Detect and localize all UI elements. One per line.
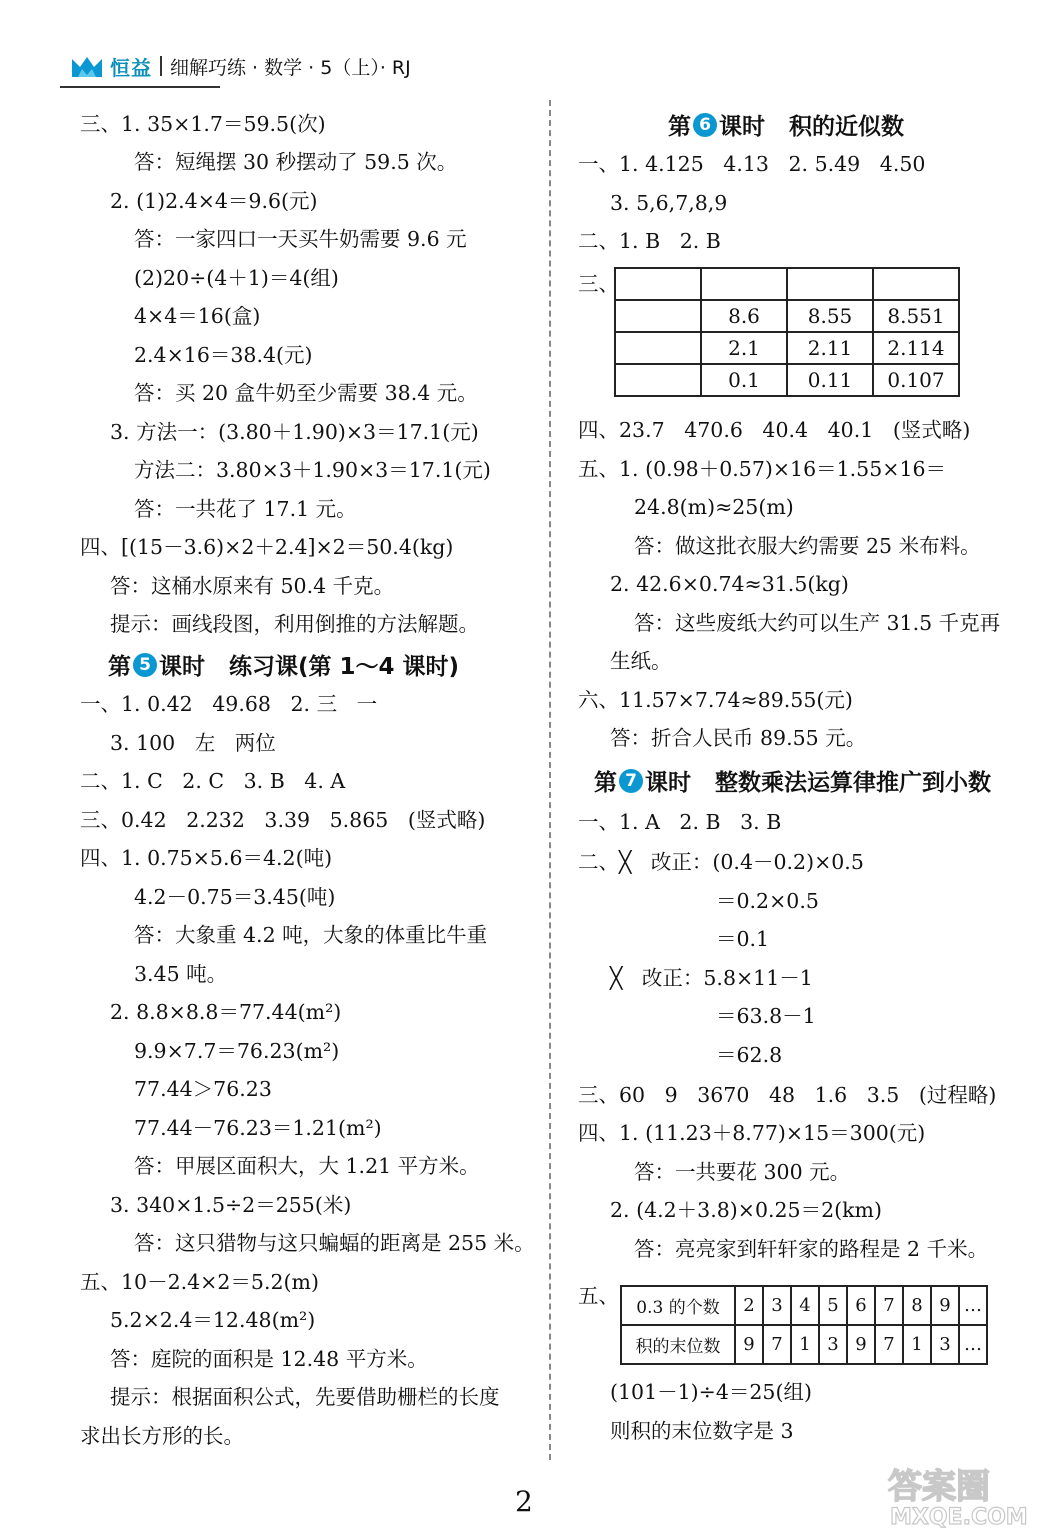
answer-line: 77.44＞76.23 (134, 1077, 272, 1101)
answer-line: 方法二：3.80×3＋1.90×3＝17.1(元) (134, 458, 491, 482)
table-cell (615, 332, 701, 364)
section-heading-7 (594, 764, 991, 797)
answer-line: 2. (4.2＋3.8)×0.25＝2(km) (610, 1198, 882, 1222)
header-divider (160, 56, 162, 76)
section-prefix: 第 (668, 114, 691, 140)
answer-line: (2)20÷(4＋1)＝4(组) (134, 266, 339, 290)
section-prefix: 第 (594, 770, 617, 796)
table-header-cell: 0.3 的个数 (621, 1286, 735, 1325)
answer-line: 答：做这批衣服大约需要 25 米布料。 (634, 534, 981, 558)
table-cell: 4 (791, 1286, 819, 1325)
answer-line: 答：大象重 4.2 吨，大象的体重比牛重 (134, 923, 488, 947)
table-cell: 8 (903, 1286, 931, 1325)
page-header (70, 52, 411, 80)
table-cell (873, 268, 959, 300)
answer-line: 二、╳ 改正：(0.4－0.2)×0.5 (578, 850, 864, 874)
section-heading-5 (108, 648, 459, 681)
table-cell: 8.551 (873, 300, 959, 332)
table-cell: 3 (763, 1286, 791, 1325)
table-cell: … (959, 1286, 987, 1325)
answer-line: (101－1)÷4＝25(组) (610, 1380, 812, 1404)
table-cell: 8.6 (701, 300, 787, 332)
answer-line: 四、23.7 470.6 40.4 40.1 (竖式略) (578, 418, 971, 442)
table-cell: 7 (875, 1286, 903, 1325)
table-cell: … (959, 1325, 987, 1364)
answer-line: 24.8(m)≈25(m) (634, 495, 794, 519)
answer-line: 答：短绳摆 30 秒摆动了 59.5 次。 (134, 150, 458, 174)
answer-line: 77.44－76.23＝1.21(m²) (134, 1116, 382, 1140)
hint-line: 求出长方形的长。 (80, 1424, 244, 1448)
answer-line: 一、1. A 2. B 3. B (578, 810, 782, 834)
hint-line: 提示：根据面积公式，先要借助栅栏的长度 (110, 1385, 500, 1409)
page-number: 2 (515, 1485, 533, 1518)
table-cell (787, 268, 873, 300)
answer-line: 4.2－0.75＝3.45(吨) (134, 885, 336, 909)
book-title: 细解巧练 · 数学 · 5（上）· RJ (170, 56, 411, 79)
answer-line: 五、10－2.4×2＝5.2(m) (80, 1270, 319, 1294)
answer-line: 9.9×7.7＝76.23(m²) (134, 1039, 340, 1063)
table-cell: 2.11 (787, 332, 873, 364)
table-cell: 5 (819, 1286, 847, 1325)
table-cell (701, 268, 787, 300)
answer-line: 一、1. 0.42 49.68 2. 三 一 (80, 692, 378, 716)
answer-line: 答：一家四口一天买牛奶需要 9.6 元 (134, 227, 467, 251)
watermark-logo (880, 1460, 1040, 1528)
table-row (615, 332, 959, 364)
table-cell: 0.1 (701, 364, 787, 396)
table-cell: 9 (847, 1325, 875, 1364)
table-cell (615, 364, 701, 396)
answer-line: 三、0.42 2.232 3.39 5.865 (竖式略) (80, 808, 486, 832)
answer-line: 3. 100 左 两位 (110, 731, 276, 755)
table-cell: 0.107 (873, 364, 959, 396)
answer-line: 答：这些废纸大约可以生产 31.5 千克再 (634, 611, 1001, 635)
table-cell: 9 (931, 1286, 959, 1325)
answer-line: 三、 (578, 272, 619, 296)
section-title: 课时 整数乘法运算律推广到小数 (645, 770, 992, 796)
answer-line: 生纸。 (610, 649, 672, 673)
answer-line: 五、1. (0.98＋0.57)×16＝1.55×16＝ (578, 457, 947, 481)
watermark-bottom-text: MXQE.COM (890, 1505, 1028, 1528)
answer-line: 3. 方法一：(3.80＋1.90)×3＝17.1(元) (110, 420, 479, 444)
answer-line: 答：折合人民币 89.55 元。 (610, 726, 867, 750)
answer-line: ＝63.8－1 (716, 1004, 816, 1028)
answer-line: ＝0.2×0.5 (716, 889, 819, 913)
answer-line: 5.2×2.4＝12.48(m²) (110, 1308, 316, 1332)
answer-line: 则积的末位数字是 3 (610, 1419, 794, 1443)
section-prefix: 第 (108, 654, 131, 680)
table-row (615, 300, 959, 332)
table-row (621, 1286, 987, 1325)
header-rule (60, 86, 220, 88)
answer-line: 4×4＝16(盒) (134, 304, 261, 328)
approximation-table (614, 267, 960, 397)
answer-line: ＝62.8 (716, 1043, 783, 1067)
answer-line: 一、1. 4.125 4.13 2. 5.49 4.50 (578, 152, 926, 176)
answer-line: 二、1. B 2. B (578, 229, 721, 253)
brand-name: 恒益 (110, 55, 152, 80)
answer-line: 答：买 20 盒牛奶至少需要 38.4 元。 (134, 381, 478, 405)
table-cell (615, 300, 701, 332)
table-cell: 1 (791, 1325, 819, 1364)
answer-line: 3. 5,6,7,8,9 (610, 191, 728, 215)
answer-line: 四、1. (11.23＋8.77)×15＝300(元) (578, 1121, 926, 1145)
table-cell: 2.114 (873, 332, 959, 364)
answer-line: 三、60 9 3670 48 1.6 3.5 (过程略) (578, 1083, 997, 1107)
table-cell: 2 (735, 1286, 763, 1325)
table-cell: 6 (847, 1286, 875, 1325)
table-row (615, 364, 959, 396)
table-cell: 3 (931, 1325, 959, 1364)
table-cell: 2.1 (701, 332, 787, 364)
answer-line: 五、 (578, 1284, 619, 1308)
table-cell: 7 (763, 1325, 791, 1364)
answer-line: 3. 340×1.5÷2＝255(米) (110, 1193, 352, 1217)
logo-icon (70, 53, 104, 79)
table-cell (615, 268, 701, 300)
section-title: 课时 练习课(第 1～4 课时) (159, 654, 460, 680)
answer-line: 答：这只猎物与这只蝙蝠的距离是 255 米。 (134, 1231, 535, 1255)
answer-line: 答：一共要花 300 元。 (634, 1160, 851, 1184)
answer-line: 六、11.57×7.74≈89.55(元) (578, 688, 853, 712)
section-number-badge: 6 (693, 113, 717, 137)
table-cell: 1 (903, 1325, 931, 1364)
answer-line: 答：甲展区面积大，大 1.21 平方米。 (134, 1154, 480, 1178)
answer-line: 答：亮亮家到轩轩家的路程是 2 千米。 (634, 1237, 989, 1261)
section-number-badge: 7 (619, 769, 643, 793)
last-digit-table (620, 1285, 988, 1365)
answer-line: 3.45 吨。 (134, 962, 228, 986)
answer-line: 答：一共花了 17.1 元。 (134, 497, 357, 521)
table-cell: 7 (875, 1325, 903, 1364)
table-header-cell: 积的末位数 (621, 1325, 735, 1364)
section-title: 课时 积的近似数 (719, 114, 905, 140)
answer-line: 四、[(15－3.6)×2＋2.4]×2＝50.4(kg) (80, 535, 454, 559)
answer-line: 答：庭院的面积是 12.48 平方米。 (110, 1347, 428, 1371)
answer-line: ＝0.1 (716, 927, 770, 951)
answer-line: 2. (1)2.4×4＝9.6(元) (110, 189, 318, 213)
answer-line: ╳ 改正：5.8×11－1 (610, 966, 813, 990)
hint-line: 提示：画线段图，利用倒推的方法解题。 (110, 612, 479, 636)
section-number-badge: 5 (133, 653, 157, 677)
answer-line: 2. 8.8×8.8＝77.44(m²) (110, 1000, 342, 1024)
table-cell: 8.55 (787, 300, 873, 332)
answer-line: 四、1. 0.75×5.6＝4.2(吨) (80, 846, 333, 870)
table-cell: 9 (735, 1325, 763, 1364)
answer-line: 2. 42.6×0.74≈31.5(kg) (610, 572, 849, 596)
column-divider (549, 100, 551, 1460)
watermark-top-text: 答案圈 (888, 1467, 990, 1507)
table-cell: 3 (819, 1325, 847, 1364)
answer-line: 二、1. C 2. C 3. B 4. A (80, 769, 346, 793)
answer-line: 三、1. 35×1.7＝59.5(次) (80, 112, 326, 136)
answer-line: 2.4×16＝38.4(元) (134, 343, 313, 367)
section-heading-6 (668, 108, 904, 141)
answer-line: 答：这桶水原来有 50.4 千克。 (110, 574, 395, 598)
table-row (621, 1325, 987, 1364)
table-cell: 0.11 (787, 364, 873, 396)
table-row (615, 268, 959, 300)
